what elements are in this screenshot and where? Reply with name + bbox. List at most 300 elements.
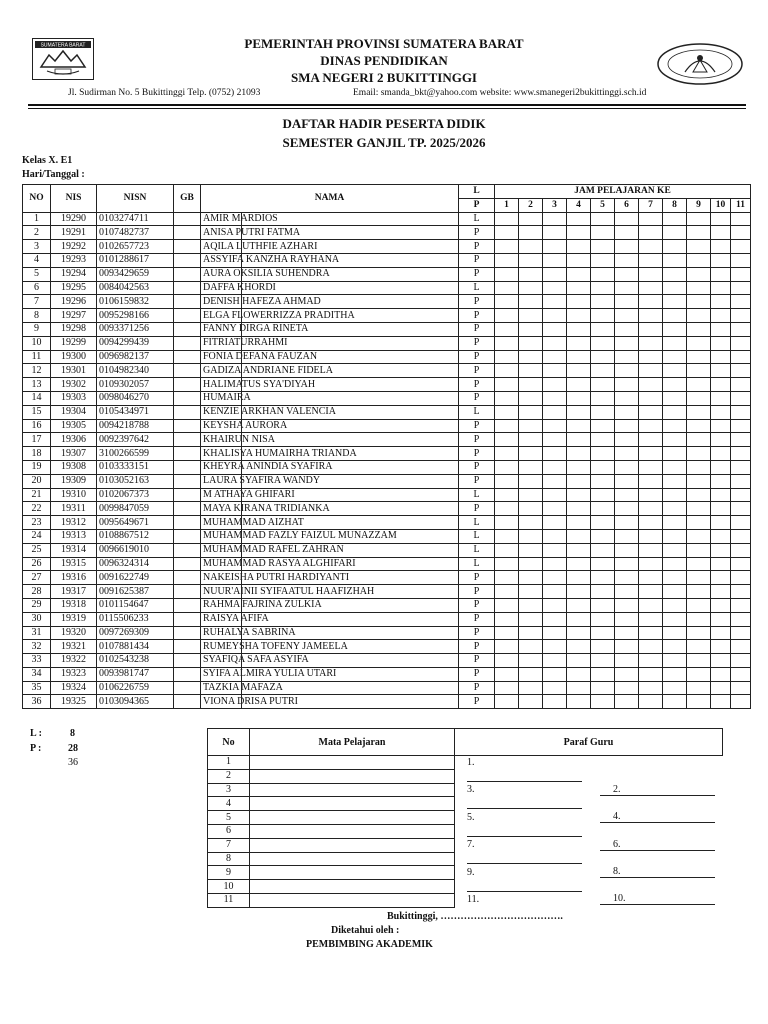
attendance-cell[interactable] — [639, 571, 663, 585]
attendance-cell[interactable] — [591, 598, 615, 612]
attendance-cell[interactable] — [591, 571, 615, 585]
attendance-cell[interactable] — [591, 295, 615, 309]
attendance-cell[interactable] — [519, 516, 543, 530]
attendance-cell[interactable] — [639, 405, 663, 419]
attendance-cell[interactable] — [543, 640, 567, 654]
attendance-cell[interactable] — [519, 295, 543, 309]
attendance-cell[interactable] — [495, 667, 519, 681]
attendance-cell[interactable] — [567, 212, 591, 226]
attendance-cell[interactable] — [567, 681, 591, 695]
attendance-cell[interactable] — [687, 226, 711, 240]
attendance-cell[interactable] — [731, 322, 751, 336]
attendance-cell[interactable] — [519, 267, 543, 281]
attendance-cell[interactable] — [495, 378, 519, 392]
attendance-cell[interactable] — [567, 322, 591, 336]
attendance-cell[interactable] — [731, 681, 751, 695]
attendance-cell[interactable] — [519, 571, 543, 585]
attendance-cell[interactable] — [639, 253, 663, 267]
attendance-cell[interactable] — [731, 474, 751, 488]
attendance-cell[interactable] — [639, 488, 663, 502]
attendance-cell[interactable] — [687, 253, 711, 267]
attendance-cell[interactable] — [495, 571, 519, 585]
attendance-cell[interactable] — [615, 253, 639, 267]
attendance-cell[interactable] — [543, 585, 567, 599]
attendance-cell[interactable] — [687, 474, 711, 488]
attendance-cell[interactable] — [591, 516, 615, 530]
attendance-cell[interactable] — [519, 695, 543, 709]
attendance-cell[interactable] — [495, 267, 519, 281]
attendance-cell[interactable] — [615, 405, 639, 419]
attendance-cell[interactable] — [567, 433, 591, 447]
attendance-cell[interactable] — [731, 695, 751, 709]
attendance-cell[interactable] — [567, 474, 591, 488]
attendance-cell[interactable] — [687, 336, 711, 350]
attendance-cell[interactable] — [663, 336, 687, 350]
attendance-cell[interactable] — [687, 405, 711, 419]
attendance-cell[interactable] — [711, 667, 731, 681]
attendance-cell[interactable] — [711, 433, 731, 447]
attendance-cell[interactable] — [543, 350, 567, 364]
attendance-cell[interactable] — [687, 295, 711, 309]
attendance-cell[interactable] — [639, 667, 663, 681]
attendance-cell[interactable] — [663, 557, 687, 571]
attendance-cell[interactable] — [711, 474, 731, 488]
attendance-cell[interactable] — [567, 240, 591, 254]
attendance-cell[interactable] — [639, 557, 663, 571]
attendance-cell[interactable] — [711, 529, 731, 543]
attendance-cell[interactable] — [711, 212, 731, 226]
attendance-cell[interactable] — [519, 474, 543, 488]
attendance-cell[interactable] — [615, 240, 639, 254]
attendance-cell[interactable] — [711, 460, 731, 474]
attendance-cell[interactable] — [663, 488, 687, 502]
attendance-cell[interactable] — [711, 543, 731, 557]
attendance-cell[interactable] — [639, 447, 663, 461]
attendance-cell[interactable] — [495, 419, 519, 433]
attendance-cell[interactable] — [495, 253, 519, 267]
attendance-cell[interactable] — [543, 626, 567, 640]
attendance-cell[interactable] — [615, 585, 639, 599]
attendance-cell[interactable] — [543, 571, 567, 585]
attendance-cell[interactable] — [663, 295, 687, 309]
attendance-cell[interactable] — [639, 240, 663, 254]
attendance-cell[interactable] — [591, 336, 615, 350]
attendance-cell[interactable] — [591, 543, 615, 557]
attendance-cell[interactable] — [567, 598, 591, 612]
attendance-cell[interactable] — [591, 654, 615, 668]
attendance-cell[interactable] — [639, 378, 663, 392]
attendance-cell[interactable] — [731, 295, 751, 309]
attendance-cell[interactable] — [519, 226, 543, 240]
attendance-cell[interactable] — [711, 447, 731, 461]
attendance-cell[interactable] — [543, 364, 567, 378]
attendance-cell[interactable] — [663, 667, 687, 681]
attendance-cell[interactable] — [519, 336, 543, 350]
signature-line[interactable] — [600, 877, 715, 878]
attendance-cell[interactable] — [519, 309, 543, 323]
attendance-cell[interactable] — [567, 364, 591, 378]
attendance-cell[interactable] — [495, 240, 519, 254]
attendance-cell[interactable] — [591, 212, 615, 226]
attendance-cell[interactable] — [663, 419, 687, 433]
attendance-cell[interactable] — [591, 488, 615, 502]
attendance-cell[interactable] — [687, 557, 711, 571]
attendance-cell[interactable] — [687, 309, 711, 323]
attendance-cell[interactable] — [543, 460, 567, 474]
attendance-cell[interactable] — [519, 585, 543, 599]
attendance-cell[interactable] — [519, 419, 543, 433]
attendance-cell[interactable] — [615, 681, 639, 695]
attendance-cell[interactable] — [543, 654, 567, 668]
attendance-cell[interactable] — [731, 543, 751, 557]
attendance-cell[interactable] — [591, 309, 615, 323]
signature-line[interactable] — [467, 891, 582, 892]
attendance-cell[interactable] — [615, 226, 639, 240]
attendance-cell[interactable] — [639, 350, 663, 364]
attendance-cell[interactable] — [639, 695, 663, 709]
attendance-cell[interactable] — [663, 322, 687, 336]
attendance-cell[interactable] — [495, 612, 519, 626]
attendance-cell[interactable] — [663, 281, 687, 295]
attendance-cell[interactable] — [591, 378, 615, 392]
attendance-cell[interactable] — [731, 281, 751, 295]
attendance-cell[interactable] — [519, 240, 543, 254]
attendance-cell[interactable] — [615, 447, 639, 461]
attendance-cell[interactable] — [591, 681, 615, 695]
signature-line[interactable] — [600, 822, 715, 823]
attendance-cell[interactable] — [687, 378, 711, 392]
attendance-cell[interactable] — [711, 226, 731, 240]
attendance-cell[interactable] — [711, 253, 731, 267]
attendance-cell[interactable] — [591, 419, 615, 433]
attendance-cell[interactable] — [663, 474, 687, 488]
attendance-cell[interactable] — [519, 654, 543, 668]
attendance-cell[interactable] — [591, 626, 615, 640]
attendance-cell[interactable] — [615, 391, 639, 405]
attendance-cell[interactable] — [495, 322, 519, 336]
attendance-cell[interactable] — [731, 585, 751, 599]
attendance-cell[interactable] — [543, 695, 567, 709]
attendance-cell[interactable] — [543, 309, 567, 323]
attendance-cell[interactable] — [543, 474, 567, 488]
attendance-cell[interactable] — [711, 391, 731, 405]
attendance-cell[interactable] — [615, 309, 639, 323]
attendance-cell[interactable] — [615, 460, 639, 474]
attendance-cell[interactable] — [519, 612, 543, 626]
attendance-cell[interactable] — [495, 488, 519, 502]
attendance-cell[interactable] — [711, 612, 731, 626]
signature-line[interactable] — [467, 836, 582, 837]
attendance-cell[interactable] — [711, 598, 731, 612]
attendance-cell[interactable] — [543, 336, 567, 350]
attendance-cell[interactable] — [591, 226, 615, 240]
attendance-cell[interactable] — [495, 350, 519, 364]
attendance-cell[interactable] — [591, 322, 615, 336]
attendance-cell[interactable] — [567, 516, 591, 530]
attendance-cell[interactable] — [567, 640, 591, 654]
attendance-cell[interactable] — [543, 488, 567, 502]
attendance-cell[interactable] — [567, 585, 591, 599]
attendance-cell[interactable] — [495, 626, 519, 640]
attendance-cell[interactable] — [639, 391, 663, 405]
attendance-cell[interactable] — [663, 364, 687, 378]
attendance-cell[interactable] — [731, 253, 751, 267]
attendance-cell[interactable] — [543, 543, 567, 557]
attendance-cell[interactable] — [639, 267, 663, 281]
attendance-cell[interactable] — [567, 253, 591, 267]
attendance-cell[interactable] — [543, 419, 567, 433]
attendance-cell[interactable] — [731, 226, 751, 240]
subject-name-cell[interactable] — [250, 852, 455, 866]
attendance-cell[interactable] — [663, 529, 687, 543]
attendance-cell[interactable] — [687, 391, 711, 405]
attendance-cell[interactable] — [495, 281, 519, 295]
attendance-cell[interactable] — [543, 378, 567, 392]
subject-name-cell[interactable] — [250, 783, 455, 797]
attendance-cell[interactable] — [615, 695, 639, 709]
attendance-cell[interactable] — [731, 309, 751, 323]
attendance-cell[interactable] — [639, 322, 663, 336]
attendance-cell[interactable] — [639, 529, 663, 543]
subject-name-cell[interactable] — [250, 866, 455, 880]
attendance-cell[interactable] — [711, 378, 731, 392]
attendance-cell[interactable] — [663, 267, 687, 281]
attendance-cell[interactable] — [687, 419, 711, 433]
attendance-cell[interactable] — [495, 226, 519, 240]
attendance-cell[interactable] — [663, 212, 687, 226]
attendance-cell[interactable] — [663, 350, 687, 364]
attendance-cell[interactable] — [591, 253, 615, 267]
attendance-cell[interactable] — [615, 640, 639, 654]
attendance-cell[interactable] — [639, 474, 663, 488]
attendance-cell[interactable] — [567, 281, 591, 295]
attendance-cell[interactable] — [663, 640, 687, 654]
subject-name-cell[interactable] — [250, 756, 455, 770]
attendance-cell[interactable] — [543, 598, 567, 612]
attendance-cell[interactable] — [567, 488, 591, 502]
attendance-cell[interactable] — [495, 295, 519, 309]
attendance-cell[interactable] — [663, 626, 687, 640]
attendance-cell[interactable] — [543, 281, 567, 295]
attendance-cell[interactable] — [731, 350, 751, 364]
attendance-cell[interactable] — [567, 543, 591, 557]
attendance-cell[interactable] — [567, 460, 591, 474]
attendance-cell[interactable] — [591, 585, 615, 599]
attendance-cell[interactable] — [711, 364, 731, 378]
attendance-cell[interactable] — [663, 516, 687, 530]
subject-name-cell[interactable] — [250, 880, 455, 894]
attendance-cell[interactable] — [519, 543, 543, 557]
attendance-cell[interactable] — [615, 281, 639, 295]
attendance-cell[interactable] — [615, 529, 639, 543]
attendance-cell[interactable] — [519, 488, 543, 502]
attendance-cell[interactable] — [495, 516, 519, 530]
attendance-cell[interactable] — [615, 212, 639, 226]
attendance-cell[interactable] — [731, 571, 751, 585]
subject-name-cell[interactable] — [250, 797, 455, 811]
attendance-cell[interactable] — [731, 502, 751, 516]
attendance-cell[interactable] — [687, 612, 711, 626]
attendance-cell[interactable] — [687, 433, 711, 447]
attendance-cell[interactable] — [639, 612, 663, 626]
attendance-cell[interactable] — [591, 474, 615, 488]
attendance-cell[interactable] — [495, 529, 519, 543]
attendance-cell[interactable] — [687, 571, 711, 585]
attendance-cell[interactable] — [731, 419, 751, 433]
attendance-cell[interactable] — [663, 378, 687, 392]
attendance-cell[interactable] — [495, 557, 519, 571]
attendance-cell[interactable] — [567, 350, 591, 364]
attendance-cell[interactable] — [567, 378, 591, 392]
subject-name-cell[interactable] — [250, 769, 455, 783]
attendance-cell[interactable] — [639, 336, 663, 350]
subject-name-cell[interactable] — [250, 811, 455, 825]
attendance-cell[interactable] — [639, 281, 663, 295]
attendance-cell[interactable] — [663, 460, 687, 474]
attendance-cell[interactable] — [591, 612, 615, 626]
attendance-cell[interactable] — [639, 543, 663, 557]
attendance-cell[interactable] — [687, 322, 711, 336]
attendance-cell[interactable] — [711, 695, 731, 709]
attendance-cell[interactable] — [519, 364, 543, 378]
attendance-cell[interactable] — [495, 654, 519, 668]
attendance-cell[interactable] — [687, 543, 711, 557]
attendance-cell[interactable] — [615, 654, 639, 668]
attendance-cell[interactable] — [543, 557, 567, 571]
attendance-cell[interactable] — [495, 405, 519, 419]
attendance-cell[interactable] — [519, 447, 543, 461]
attendance-cell[interactable] — [567, 654, 591, 668]
subject-name-cell[interactable] — [250, 838, 455, 852]
attendance-cell[interactable] — [731, 240, 751, 254]
attendance-cell[interactable] — [519, 460, 543, 474]
attendance-cell[interactable] — [711, 640, 731, 654]
attendance-cell[interactable] — [731, 433, 751, 447]
attendance-cell[interactable] — [687, 364, 711, 378]
attendance-cell[interactable] — [711, 585, 731, 599]
attendance-cell[interactable] — [519, 502, 543, 516]
attendance-cell[interactable] — [731, 267, 751, 281]
attendance-cell[interactable] — [639, 585, 663, 599]
attendance-cell[interactable] — [567, 557, 591, 571]
attendance-cell[interactable] — [591, 281, 615, 295]
attendance-cell[interactable] — [711, 516, 731, 530]
attendance-cell[interactable] — [711, 267, 731, 281]
attendance-cell[interactable] — [731, 516, 751, 530]
attendance-cell[interactable] — [567, 391, 591, 405]
attendance-cell[interactable] — [543, 502, 567, 516]
attendance-cell[interactable] — [711, 336, 731, 350]
attendance-cell[interactable] — [731, 378, 751, 392]
attendance-cell[interactable] — [687, 502, 711, 516]
attendance-cell[interactable] — [567, 612, 591, 626]
attendance-cell[interactable] — [615, 433, 639, 447]
attendance-cell[interactable] — [543, 447, 567, 461]
attendance-cell[interactable] — [731, 612, 751, 626]
attendance-cell[interactable] — [519, 253, 543, 267]
attendance-cell[interactable] — [639, 598, 663, 612]
attendance-cell[interactable] — [639, 419, 663, 433]
signature-line[interactable] — [600, 850, 715, 851]
attendance-cell[interactable] — [711, 295, 731, 309]
attendance-cell[interactable] — [591, 350, 615, 364]
attendance-cell[interactable] — [495, 585, 519, 599]
attendance-cell[interactable] — [615, 474, 639, 488]
attendance-cell[interactable] — [687, 488, 711, 502]
attendance-cell[interactable] — [543, 391, 567, 405]
attendance-cell[interactable] — [495, 502, 519, 516]
attendance-cell[interactable] — [591, 460, 615, 474]
attendance-cell[interactable] — [567, 529, 591, 543]
attendance-cell[interactable] — [663, 391, 687, 405]
attendance-cell[interactable] — [731, 557, 751, 571]
attendance-cell[interactable] — [687, 447, 711, 461]
attendance-cell[interactable] — [519, 557, 543, 571]
attendance-cell[interactable] — [639, 433, 663, 447]
attendance-cell[interactable] — [711, 626, 731, 640]
attendance-cell[interactable] — [687, 350, 711, 364]
attendance-cell[interactable] — [639, 364, 663, 378]
attendance-cell[interactable] — [615, 295, 639, 309]
attendance-cell[interactable] — [615, 267, 639, 281]
attendance-cell[interactable] — [567, 502, 591, 516]
attendance-cell[interactable] — [519, 350, 543, 364]
attendance-cell[interactable] — [615, 557, 639, 571]
attendance-cell[interactable] — [663, 309, 687, 323]
signature-line[interactable] — [467, 781, 582, 782]
attendance-cell[interactable] — [663, 654, 687, 668]
attendance-cell[interactable] — [543, 226, 567, 240]
attendance-cell[interactable] — [731, 598, 751, 612]
attendance-cell[interactable] — [731, 529, 751, 543]
attendance-cell[interactable] — [663, 543, 687, 557]
attendance-cell[interactable] — [495, 391, 519, 405]
attendance-cell[interactable] — [567, 419, 591, 433]
attendance-cell[interactable] — [615, 502, 639, 516]
attendance-cell[interactable] — [591, 391, 615, 405]
attendance-cell[interactable] — [495, 695, 519, 709]
attendance-cell[interactable] — [687, 695, 711, 709]
attendance-cell[interactable] — [495, 309, 519, 323]
attendance-cell[interactable] — [687, 626, 711, 640]
attendance-cell[interactable] — [543, 267, 567, 281]
attendance-cell[interactable] — [591, 667, 615, 681]
attendance-cell[interactable] — [615, 378, 639, 392]
attendance-cell[interactable] — [711, 350, 731, 364]
attendance-cell[interactable] — [687, 681, 711, 695]
attendance-cell[interactable] — [615, 336, 639, 350]
attendance-cell[interactable] — [519, 598, 543, 612]
attendance-cell[interactable] — [591, 640, 615, 654]
attendance-cell[interactable] — [663, 681, 687, 695]
attendance-cell[interactable] — [615, 543, 639, 557]
attendance-cell[interactable] — [711, 654, 731, 668]
attendance-cell[interactable] — [663, 598, 687, 612]
attendance-cell[interactable] — [639, 460, 663, 474]
attendance-cell[interactable] — [567, 626, 591, 640]
attendance-cell[interactable] — [687, 598, 711, 612]
attendance-cell[interactable] — [567, 571, 591, 585]
attendance-cell[interactable] — [519, 322, 543, 336]
attendance-cell[interactable] — [519, 529, 543, 543]
attendance-cell[interactable] — [687, 585, 711, 599]
attendance-cell[interactable] — [519, 626, 543, 640]
attendance-cell[interactable] — [567, 295, 591, 309]
attendance-cell[interactable] — [663, 253, 687, 267]
attendance-cell[interactable] — [543, 240, 567, 254]
attendance-cell[interactable] — [687, 529, 711, 543]
attendance-cell[interactable] — [687, 667, 711, 681]
